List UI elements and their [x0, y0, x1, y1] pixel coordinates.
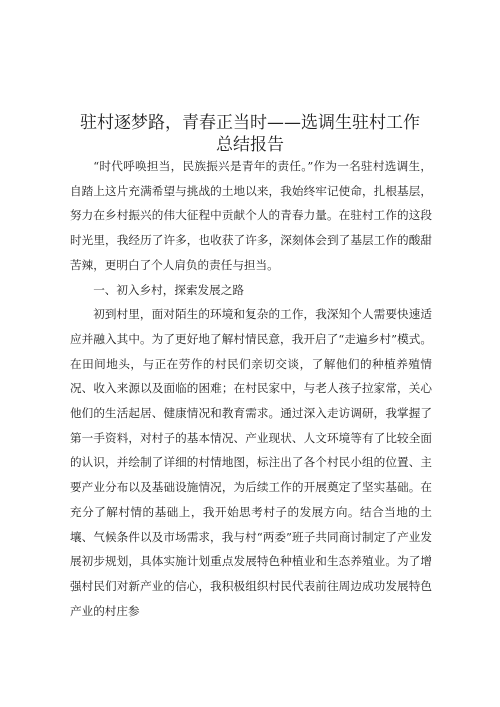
- document-body: [70, 154, 432, 623]
- title-line-1: 驻村逐梦路，青春正当时——选调生驻村工作: [80, 113, 420, 133]
- section-heading-1: 一、初入乡村，探索发展之路: [93, 282, 244, 297]
- document-title: [60, 112, 440, 156]
- title-line-2: 总结报告: [216, 135, 284, 155]
- body-paragraph-1: 初到村里，面对陌生的环境和复杂的工作，我深知个人需要快速适应并融入其中。为了更好地了解村情民意，我开启了“走遍乡村”模式。在田间地头，与正在劳作的村民们亲切交谈，了解他们的种植养殖情况、收入来源以及面临的困难；在村民家中，与老人孩子拉家常，关心他们的生活起居、健康情况和教育需求。通过深入走访调研，我掌握了第一手资料，对村子的基本情况、产业现状、人文环境等有了比较全面的认识，并绘制了详细的村情地图，标注出了各个村民小组的位置、主要产业分布以及基础设施情况，为后续工作的开展奠定了坚实基础。在充分了解村情的基础上，我开始思考村子的发展方向。结合当地的土壤、气候条件以及市场需求，我与村“两委”班子共同商讨制定了产业发展初步规划，具体实施计划重点发展特色种植业和生态养殖业。为了增强村民们对新产业的信心，我积极组织村民代表前往周边成功发展特色产业的村庄参: [70, 307, 432, 618]
- intro-paragraph: “时代呼唤担当，民族振兴是青年的责任。”作为一名驻村选调生，自踏上这片充满希望与挑战的土地以来，我始终牢记使命，扎根基层，努力在乡村振兴的伟大征程中贡献个人的青春力量。在驻村工作的这段时光里，我经历了许多，也收获了许多，深刻体会到了基层工作的酸甜苦辣，更明白了个人肩负的责任与担当。: [70, 159, 432, 272]
